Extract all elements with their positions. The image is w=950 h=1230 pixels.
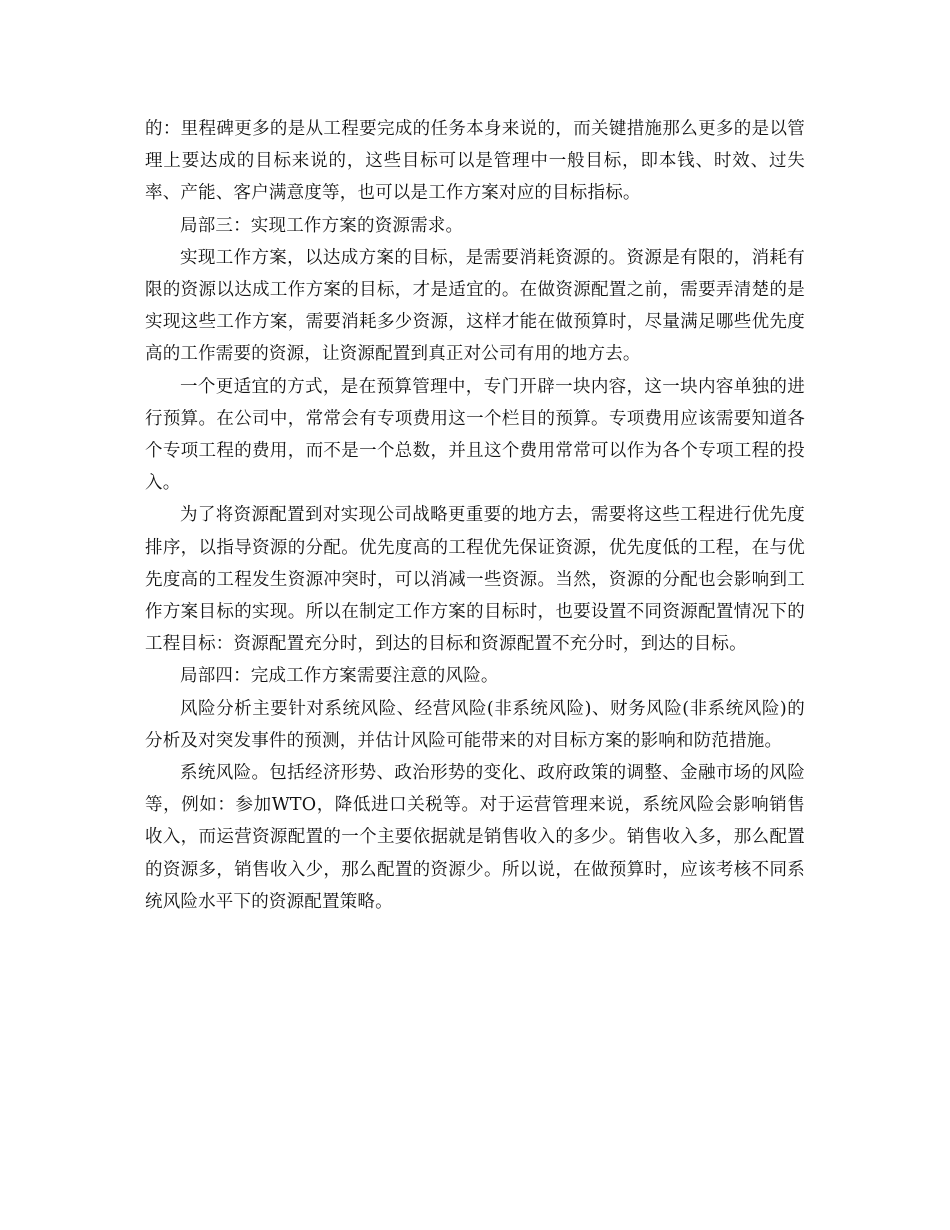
- document-body: [145, 113, 805, 918]
- section-heading-part-three: 局部三：实现工作方案的资源需求。: [180, 215, 464, 236]
- paragraph-priority-allocation: 为了将资源配置到对实现公司战略更重要的地方去，需要将这些工程进行优先度排序，以指导资源的分配。优先度高的工程优先保证资源，优先度低的工程，在与优先度高的工程发生资源冲突时，可以消减一些资源。当然，资源的分配也会影响到工作方案目标的实现。所以在制定工作方案的目标时，也要设置不同资源配置情况下的工程目标：资源配置充分时，到达的目标和资源配置不充分时，到达的目标。: [145, 505, 805, 655]
- paragraph-risk-analysis: 风险分析主要针对系统风险、经营风险(非系统风险)、财务风险(非系统风险)的分析及对突发事件的预测，并估计风险可能带来的对目标方案的影响和防范措施。: [145, 698, 805, 751]
- paragraph-continuation: 的：里程碑更多的是从工程要完成的任务本身来说的，而关键措施那么更多的是以管理上要达成的目标来说的，这些目标可以是管理中一般目标，即本钱、时效、过失率、产能、客户满意度等，也可以是工作方案对应的目标指标。: [145, 119, 805, 204]
- paragraph-resource-needs: 实现工作方案，以达成方案的目标，是需要消耗资源的。资源是有限的，消耗有限的资源以达成工作方案的目标，才是适宜的。在做资源配置之前，需要弄清楚的是实现这些工作方案，需要消耗多少资源，这样才能在做预算时，尽量满足哪些优先度高的工作需要的资源，让资源配置到真正对公司有用的地方去。: [145, 247, 805, 365]
- paragraph-system-risk: 系统风险。包括经济形势、政治形势的变化、政府政策的调整、金融市场的风险等，例如：参加WTO，降低进口关税等。对于运营管理来说，系统风险会影响销售收入，而运营资源配置的一个主要依据就是销售收入的多少。销售收入多，那么配置的资源多，销售收入少，那么配置的资源少。所以说，在做预算时，应该考核不同系统风险水平下的资源配置策略。: [145, 763, 805, 912]
- section-heading-part-four: 局部四：完成工作方案需要注意的风险。: [180, 666, 499, 687]
- paragraph-special-budget: 一个更适宜的方式，是在预算管理中，专门开辟一块内容，这一块内容单独的进行预算。在公司中，常常会有专项费用这一个栏目的预算。专项费用应该需要知道各个专项工程的费用，而不是一个总数，并且这个费用常常可以作为各个专项工程的投入。: [145, 376, 805, 494]
